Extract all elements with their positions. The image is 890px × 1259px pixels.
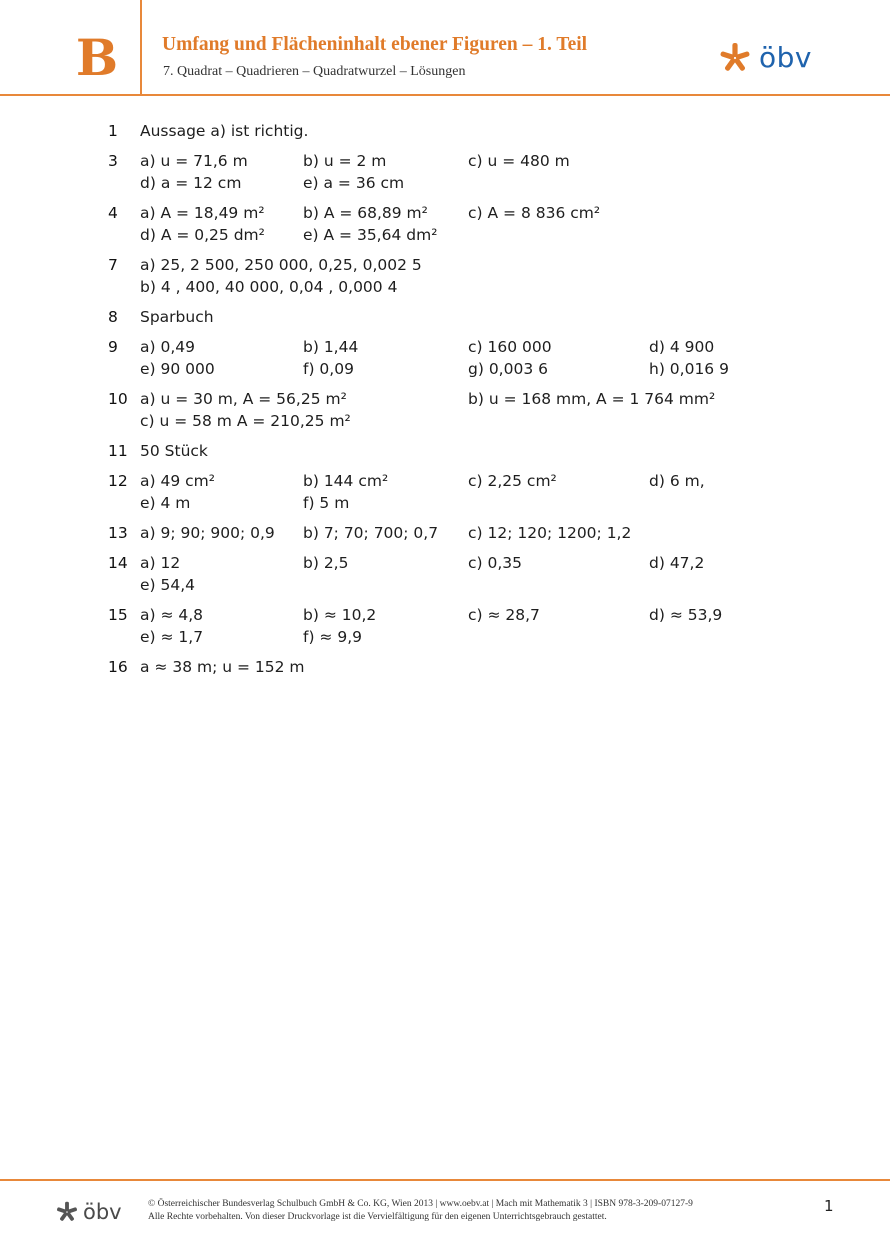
answer-line [0, 522, 890, 544]
asterisk-star-icon [56, 1201, 78, 1223]
answer-cell: g) 0,003 6 [468, 360, 548, 378]
answer-cell: a) u = 71,6 m [140, 152, 248, 170]
answer-cell: f) ≈ 9,9 [303, 628, 362, 646]
answer-cell: a) 25, 2 500, 250 000, 0,25, 0,002 5 [140, 256, 422, 274]
task-number: 1 [108, 122, 118, 140]
answer-item [0, 440, 890, 462]
task-number: 13 [108, 524, 128, 542]
answer-line [0, 656, 890, 678]
answer-cell: d) a = 12 cm [140, 174, 242, 192]
answer-cell: c) A = 8 836 cm² [468, 204, 601, 222]
answer-cell: a) ≈ 4,8 [140, 606, 204, 624]
answer-cell: b) 2,5 [303, 554, 349, 572]
answer-line [0, 604, 890, 626]
answer-cell: f) 5 m [303, 494, 350, 512]
page-subtitle: 7. Quadrat – Quadrieren – Quadratwurzel – Lösungen [163, 64, 466, 79]
copyright-notice [148, 1198, 693, 1224]
page-title: Umfang und Flächeninhalt ebener Figuren – 1. Teil [162, 34, 588, 55]
answer-cell: c) 2,25 cm² [468, 472, 557, 490]
answer-line [0, 224, 890, 246]
answer-line [0, 202, 890, 224]
answer-line [0, 492, 890, 514]
page-number: 1 [824, 1197, 834, 1215]
answer-line [0, 150, 890, 172]
answer-cell: f) 0,09 [303, 360, 354, 378]
answer-cell: e) A = 35,64 dm² [303, 226, 438, 244]
task-number: 12 [108, 472, 128, 490]
publisher-logo [719, 40, 812, 76]
footer-divider [0, 1179, 890, 1181]
answer-cell: a) 9; 90; 900; 0,9 [140, 524, 275, 542]
answer-cell: d) ≈ 53,9 [649, 606, 723, 624]
answer-cell: e) ≈ 1,7 [140, 628, 204, 646]
header-divider [0, 94, 890, 96]
answer-item [0, 552, 890, 596]
answer-cell: b) 1,44 [303, 338, 359, 356]
task-number: 9 [108, 338, 118, 356]
answer-line [0, 388, 890, 410]
footer-logo-text: öbv [83, 1200, 122, 1224]
chapter-letter: B [75, 28, 119, 87]
answer-line [0, 440, 890, 462]
answer-cell: e) 54,4 [140, 576, 196, 594]
answer-cell: c) ≈ 28,7 [468, 606, 540, 624]
answer-cell: a) 49 cm² [140, 472, 215, 490]
answer-item [0, 150, 890, 194]
answer-cell: b) 4 , 400, 40 000, 0,04 , 0,000 4 [140, 278, 398, 296]
answer-item [0, 522, 890, 544]
footer-logo [56, 1200, 122, 1224]
answer-item [0, 656, 890, 678]
answer-line [0, 120, 890, 142]
answer-line [0, 470, 890, 492]
answer-line [0, 172, 890, 194]
answer-item [0, 202, 890, 246]
header-divider-vertical [140, 0, 142, 95]
answer-item [0, 604, 890, 648]
task-number: 4 [108, 204, 118, 222]
answer-line [0, 358, 890, 380]
answer-cell: d) 6 m, [649, 472, 705, 490]
answer-item [0, 388, 890, 432]
answer-line [0, 306, 890, 328]
answer-cell: Aussage a) ist richtig. [140, 122, 309, 140]
answer-cell: e) 4 m [140, 494, 191, 512]
task-number: 16 [108, 658, 128, 676]
answer-cell: a ≈ 38 m; u = 152 m [140, 658, 305, 676]
answer-cell: c) 12; 120; 1200; 1,2 [468, 524, 632, 542]
answer-item [0, 470, 890, 514]
answer-item [0, 306, 890, 328]
task-number: 10 [108, 390, 128, 408]
task-number: 8 [108, 308, 118, 326]
answer-cell: 50 Stück [140, 442, 208, 460]
answer-cell: c) u = 58 m A = 210,25 m² [140, 412, 351, 430]
rights-line: Alle Rechte vorbehalten. Von dieser Druckvorlage ist die Vervielfältigung für den eigenen Unterrichtsgebrauch gestattet. [148, 1212, 607, 1222]
task-number: 15 [108, 606, 128, 624]
answer-cell: b) u = 2 m [303, 152, 387, 170]
logo-text: öbv [759, 41, 812, 74]
answer-cell: a) 12 [140, 554, 181, 572]
task-number: 11 [108, 442, 128, 460]
task-number: 7 [108, 256, 118, 274]
answer-line [0, 574, 890, 596]
answer-cell: d) 4 900 [649, 338, 715, 356]
answer-cell: a) A = 18,49 m² [140, 204, 265, 222]
answer-line [0, 626, 890, 648]
answer-item [0, 254, 890, 298]
copyright-line: © Österreichischer Bundesverlag Schulbuch GmbH & Co. KG, Wien 2013 | www.oebv.at | Mach mit Mathematik 3 | ISBN 978-3-209-07127-9 [148, 1199, 693, 1209]
answer-line [0, 552, 890, 574]
answer-cell: h) 0,016 9 [649, 360, 729, 378]
answer-cell: b) ≈ 10,2 [303, 606, 377, 624]
asterisk-star-icon [719, 42, 751, 74]
answer-cell: c) 0,35 [468, 554, 523, 572]
answer-cell: d) 47,2 [649, 554, 705, 572]
answer-item [0, 120, 890, 142]
answer-cell: c) u = 480 m [468, 152, 570, 170]
answer-line [0, 336, 890, 358]
answer-cell: c) 160 000 [468, 338, 552, 356]
answer-cell: a) 0,49 [140, 338, 195, 356]
task-number: 3 [108, 152, 118, 170]
answer-cell: d) A = 0,25 dm² [140, 226, 265, 244]
answer-cell: b) 144 cm² [303, 472, 389, 490]
answer-cell: Sparbuch [140, 308, 214, 326]
answer-line [0, 410, 890, 432]
answer-cell: b) A = 68,89 m² [303, 204, 428, 222]
answer-item [0, 336, 890, 380]
task-number: 14 [108, 554, 128, 572]
answer-cell: b) 7; 70; 700; 0,7 [303, 524, 439, 542]
answers-list [0, 120, 890, 686]
answer-cell: a) u = 30 m, A = 56,25 m² [140, 390, 347, 408]
answer-cell: b) u = 168 mm, A = 1 764 mm² [468, 390, 716, 408]
answer-line [0, 254, 890, 276]
answer-cell: e) a = 36 cm [303, 174, 405, 192]
answer-cell: e) 90 000 [140, 360, 215, 378]
answer-line [0, 276, 890, 298]
page-header [0, 0, 890, 95]
